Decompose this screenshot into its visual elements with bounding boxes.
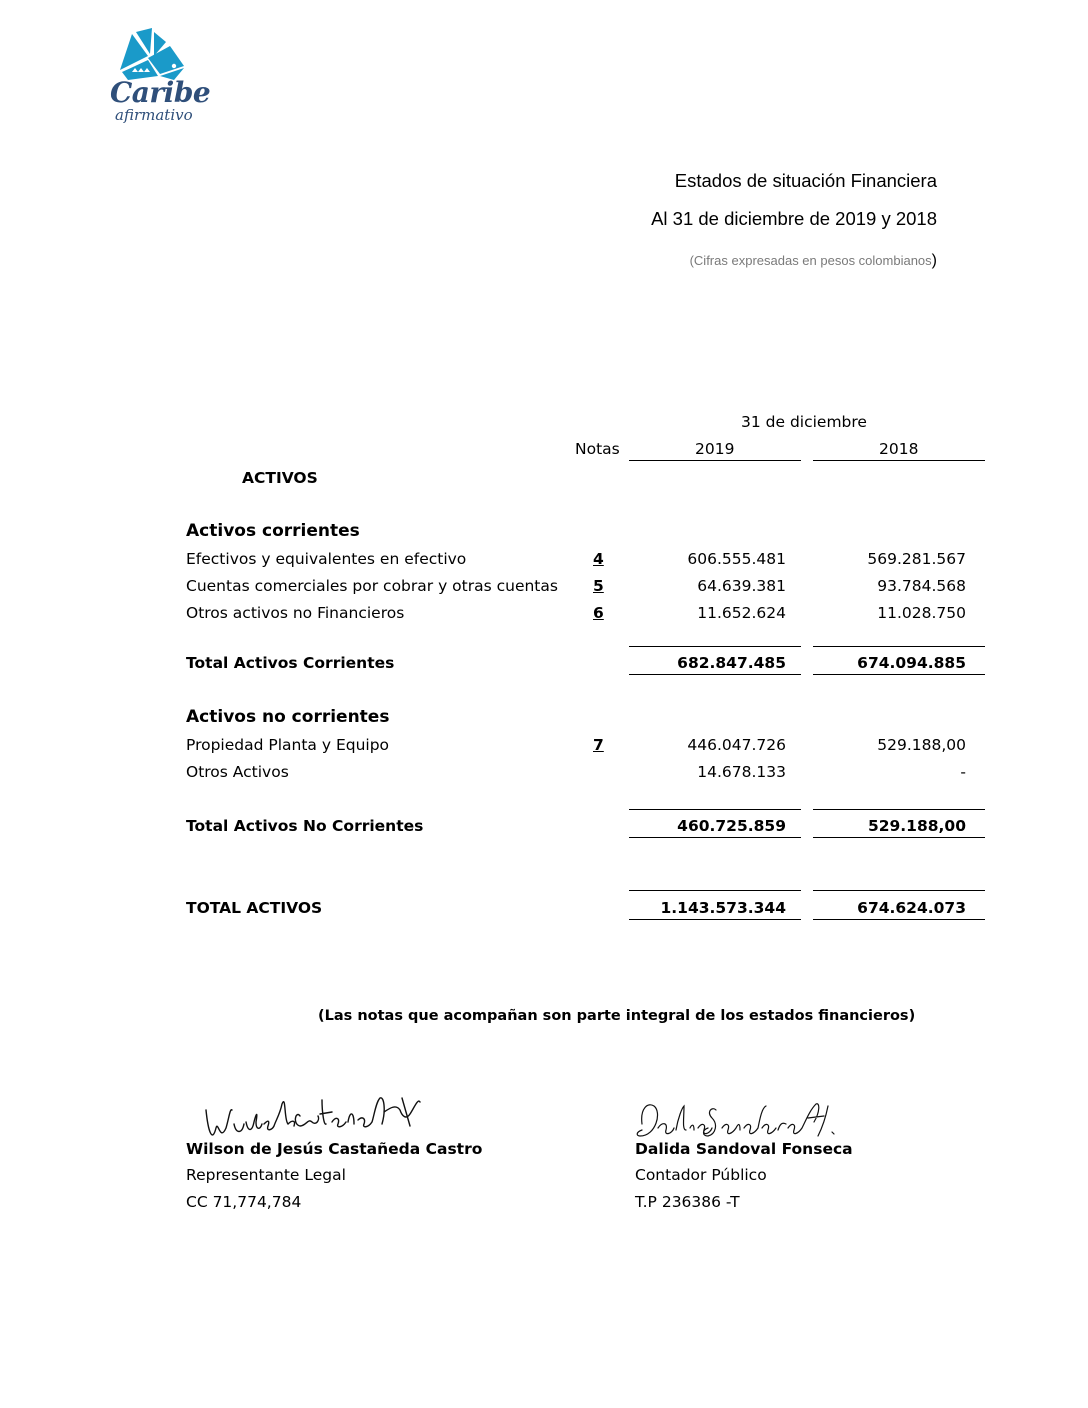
grand-total-rule-top <box>813 890 985 891</box>
value-2018: 529.188,00 <box>877 736 966 754</box>
grand-total-label: TOTAL ACTIVOS <box>186 899 323 917</box>
signatory-role: Contador Público <box>635 1166 767 1184</box>
value-2018: - <box>960 763 966 781</box>
value-2018: 11.028.750 <box>877 604 966 622</box>
total-current-2019: 682.847.485 <box>677 654 786 672</box>
signatory-id: CC 71,774,784 <box>186 1193 302 1211</box>
section-title: ACTIVOS <box>242 469 318 487</box>
currency-note: (Cifras expresadas en pesos colombianos) <box>689 252 937 269</box>
current-assets-title: Activos corrientes <box>186 521 360 541</box>
total-rule <box>629 837 801 838</box>
header-rule-2018 <box>813 460 985 461</box>
signature-dalida <box>632 1088 862 1148</box>
logo-name: Caribe <box>110 76 211 109</box>
row-label: Otros activos no Financieros <box>186 604 405 622</box>
signatory-name: Wilson de Jesús Castañeda Castro <box>186 1140 483 1158</box>
statement-title: Estados de situación Financiera <box>674 170 937 191</box>
total-noncurrent-2019: 460.725.859 <box>677 817 786 835</box>
note-link[interactable]: 6 <box>593 604 604 622</box>
grand-total-rule-top <box>629 890 801 891</box>
total-current-label: Total Activos Corrientes <box>186 654 395 672</box>
value-2019: 446.047.726 <box>687 736 786 754</box>
grand-total-rule-bottom <box>629 919 801 920</box>
grand-total-2018: 674.624.073 <box>857 899 966 917</box>
note-link[interactable]: 7 <box>593 736 604 754</box>
subtotal-rule <box>813 646 985 647</box>
year-2019-header: 2019 <box>695 440 735 458</box>
subtotal-rule <box>813 809 985 810</box>
subtotal-rule <box>629 646 801 647</box>
total-rule <box>629 674 801 675</box>
value-2019: 64.639.381 <box>697 577 786 595</box>
value-2019: 11.652.624 <box>697 604 786 622</box>
signatory-name: Dalida Sandoval Fonseca <box>635 1140 853 1158</box>
statement-date: Al 31 de diciembre de 2019 y 2018 <box>651 208 937 229</box>
value-2019: 606.555.481 <box>687 550 786 568</box>
total-rule <box>813 674 985 675</box>
total-noncurrent-label: Total Activos No Corrientes <box>186 817 424 835</box>
row-label: Propiedad Planta y Equipo <box>186 736 390 754</box>
row-label: Cuentas comerciales por cobrar y otras cuentas <box>186 577 558 595</box>
value-2018: 93.784.568 <box>877 577 966 595</box>
footnote: (Las notas que acompañan son parte integral de los estados financieros) <box>318 1008 916 1024</box>
value-2019: 14.678.133 <box>697 763 786 781</box>
total-rule <box>813 837 985 838</box>
header-rule-2019 <box>629 460 801 461</box>
signatory-id: T.P 236386 -T <box>635 1193 740 1211</box>
logo-tagline: afirmativo <box>115 106 193 124</box>
year-2018-header: 2018 <box>879 440 919 458</box>
period-header: 31 de diciembre <box>741 413 867 431</box>
note-link[interactable]: 5 <box>593 577 604 595</box>
grand-total-2019: 1.143.573.344 <box>660 899 786 917</box>
note-link[interactable]: 4 <box>593 550 604 568</box>
row-label: Otros Activos <box>186 763 289 781</box>
value-2018: 569.281.567 <box>867 550 966 568</box>
grand-total-rule-bottom <box>813 919 985 920</box>
noncurrent-assets-title: Activos no corrientes <box>186 707 390 727</box>
total-noncurrent-2018: 529.188,00 <box>867 817 966 835</box>
total-current-2018: 674.094.885 <box>857 654 966 672</box>
subtotal-rule <box>629 809 801 810</box>
signatory-role: Representante Legal <box>186 1166 346 1184</box>
row-label: Efectivos y equivalentes en efectivo <box>186 550 467 568</box>
notes-header: Notas <box>575 440 620 458</box>
